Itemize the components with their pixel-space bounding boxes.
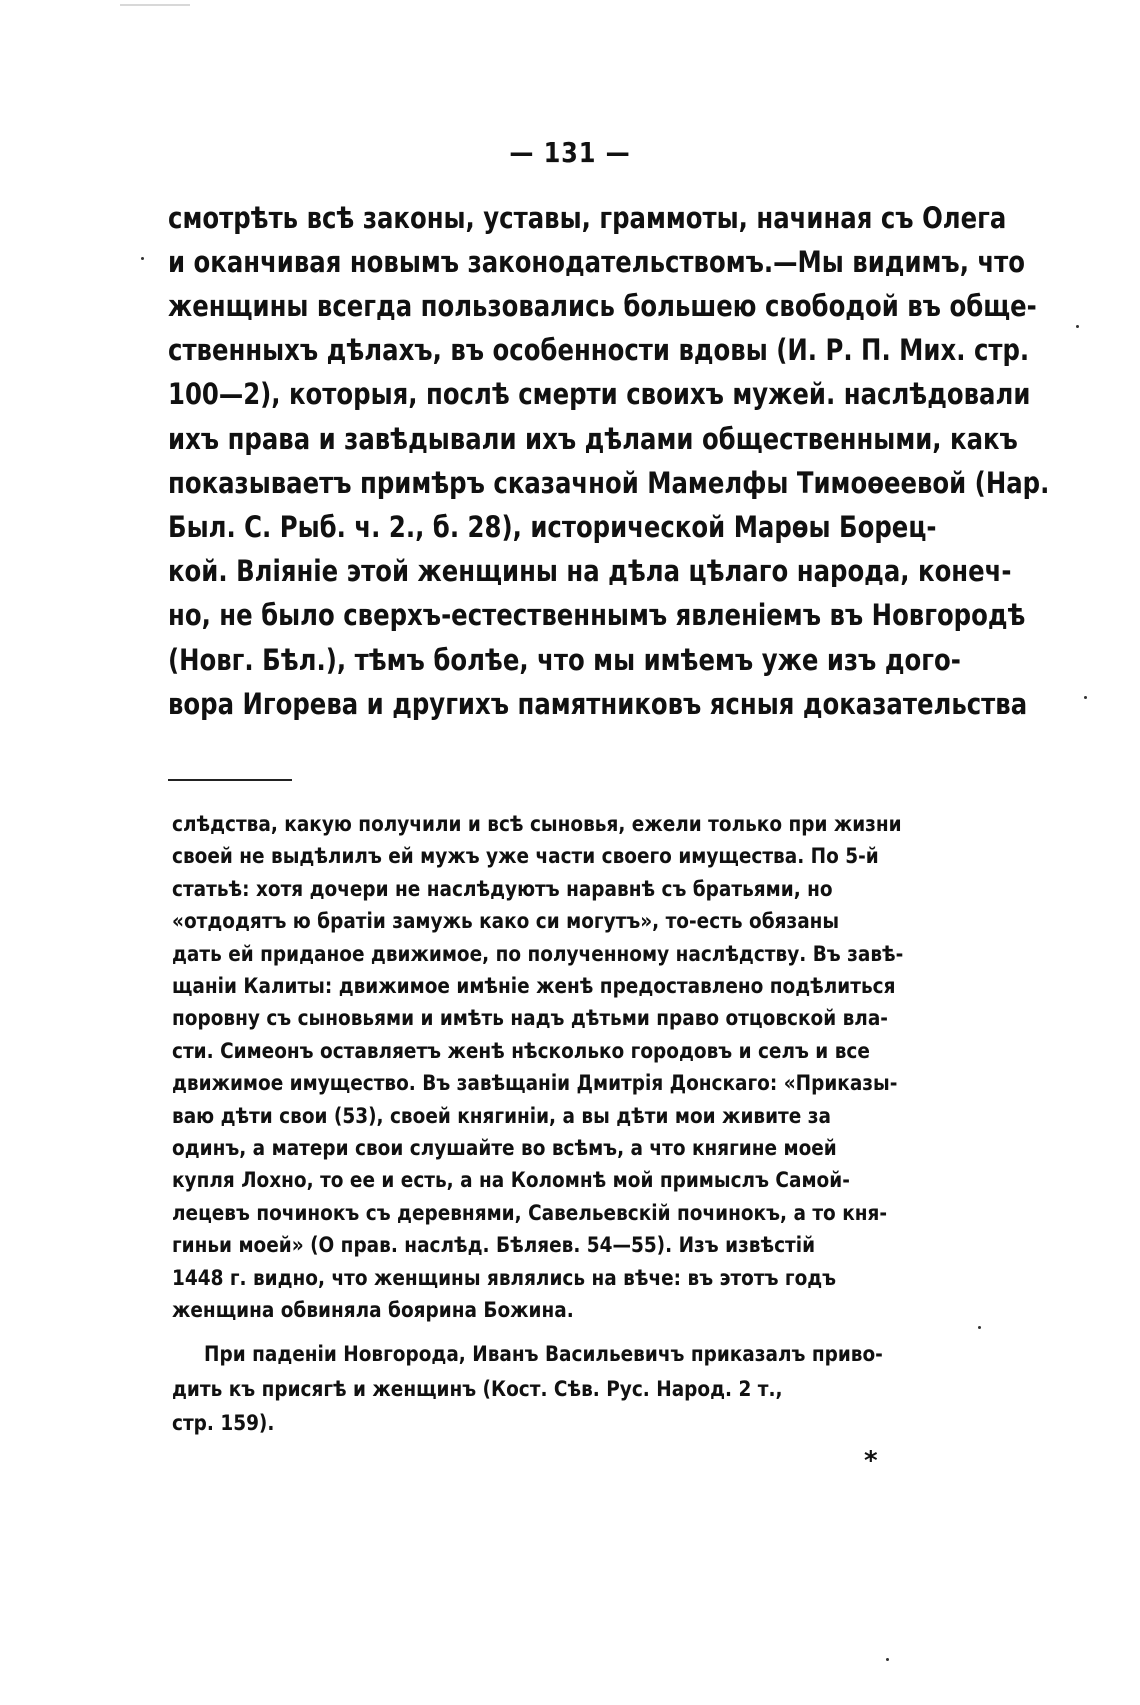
footnote-line: купля Лохно, то ее и есть, а на Коломнѣ мой примыслъ Самой- [172,1168,850,1192]
page-number: — 131 — [509,136,631,169]
footnote-line: женщина обвиняла боярина Божина. [172,1298,574,1322]
footnote-line: дать ей приданое движимое, по полученному наслѣдству. Въ завѣ- [172,942,904,966]
stray-mark [886,1658,889,1661]
footnote-line: «отдодятъ ю братіи замужь како си могутъ», то-есть обязаны [172,909,840,933]
footnote-paragraph-line: стр. 159). [172,1411,275,1435]
footnote-line: движимое имущество. Въ завѣщаніи Дмитрія Донскаго: «Приказы- [172,1071,898,1095]
footnote-line: ваю дѣти свои (53), своей княгиніи, а вы дѣти мои живите за [172,1104,831,1128]
footnote-line: щаніи Калиты: движимое имѣніе женѣ предоставлено подѣлиться [172,974,896,998]
footnote-paragraph-line: При паденіи Новгорода, Иванъ Васильевичъ приказалъ приво- [204,1342,883,1366]
stray-mark [978,1326,981,1329]
footnote-line: гиньи моей» (О прав. наслѣд. Бѣляев. 54—55). Изъ извѣстій [172,1233,816,1257]
footnote-line: слѣдства, какую получили и всѣ сыновья, ежели только при жизни [172,812,902,836]
stray-mark [1084,696,1087,699]
main-line: кой. Вліяніе этой женщины на дѣла цѣлаго народа, конеч- [168,554,1012,588]
main-line: ихъ права и завѣдывали ихъ дѣлами общественными, какъ [168,422,1018,456]
main-line: но, не было сверхъ-естественнымъ явленіемъ въ Новгородѣ [168,598,1026,632]
footnote-line: 1448 г. видно, что женщины являлись на вѣче: въ этотъ годъ [172,1266,837,1290]
footnote-line: одинъ, а матери свои слушайте во всѣмъ, а что княгине моей [172,1136,837,1160]
main-line: показываетъ примѣръ сказачной Мамелфы Тимоѳеевой (Нар. [168,466,1050,500]
scan-edge-mark [120,4,190,6]
footnote-line: статьѣ: хотя дочери не наслѣдуютъ наравнѣ съ братьями, но [172,877,833,901]
main-line: смотрѣть всѣ законы, уставы, граммоты, начиная съ Олега [168,201,1007,235]
stray-mark [1076,325,1079,328]
main-line: (Новг. Бѣл.), тѣмъ болѣе, что мы имѣемъ уже изъ дого- [168,643,961,677]
stray-mark [141,257,144,260]
main-line: ственныхъ дѣлахъ, въ особенности вдовы (И. Р. П. Мих. стр. [168,333,1030,367]
footnote-paragraph-line: дить къ присягѣ и женщинъ (Кост. Сѣв. Рус. Народ. 2 т., [172,1377,783,1401]
footnote-line: сти. Симеонъ оставляетъ женѣ нѣсколько городовъ и селъ и все [172,1039,870,1063]
main-line: женщины всегда пользовались большею свободой въ обще- [168,289,1037,323]
main-line: 100—2), которыя, послѣ смерти своихъ мужей. наслѣдовали [168,377,1031,411]
footnote-line: поровну съ сыновьями и имѣть надъ дѣтьми право отцовской вла- [172,1006,888,1030]
footnote-line: лецевъ починокъ съ деревнями, Савельевскій починокъ, а то кня- [172,1201,888,1225]
footnote-line: своей не выдѣлилъ ей мужъ уже части своего имущества. По 5-й [172,844,879,868]
main-line: Был. С. Рыб. ч. 2., б. 28), исторической Марѳы Борец- [168,510,937,544]
footnote-separator [168,779,292,781]
main-line: и оканчивая новымъ законодательствомъ.—Мы видимъ, что [168,245,1026,279]
end-asterisk: * [864,1446,878,1476]
main-line: вора Игорева и другихъ памятниковъ ясныя доказательства [168,687,1028,721]
